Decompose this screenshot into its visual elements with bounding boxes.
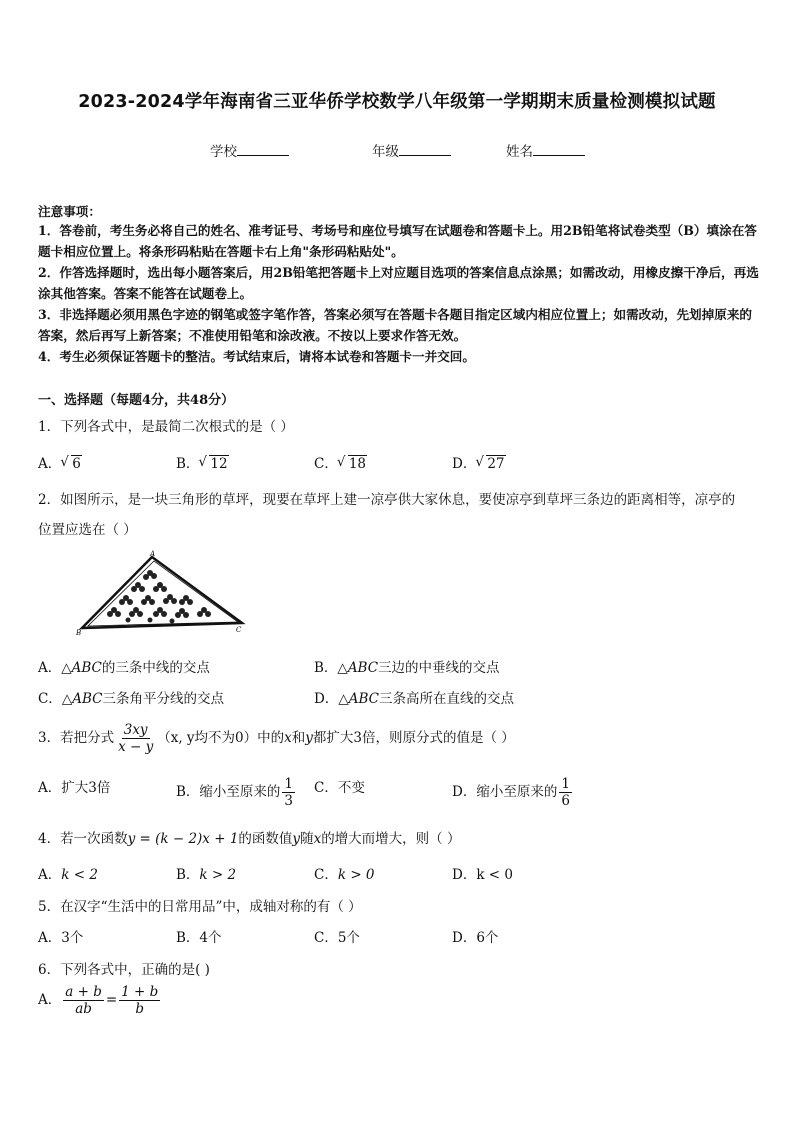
grade-label: 年级 [372, 144, 399, 160]
q5-option-b: B．4个 [176, 930, 222, 946]
note-item-1: 1．答卷前，考生务必将自己的姓名、准考证号、考场号和座位号填写在试题卷和答题卡上。用2B铅笔将试卷类型（B）填涂在答题卡相应位置上。将条形码粘贴在答题卡右上角"条形码粘贴处"。 [38, 223, 757, 259]
q2-option-a: A．△ABC的三条中线的交点 [38, 660, 210, 676]
q2-stem-line2: 位置应选在（ ） [38, 522, 137, 538]
q1-option-d: D．√ 27 [452, 452, 506, 472]
q2-stem-line1: 2．如图所示，是一块三角形的草坪，现要在草坪上建一凉亭供大家休息，要使凉亭到草坪三条边的距离相等，凉亭的 [38, 492, 736, 508]
q1-option-c: C．√ 18 [314, 452, 367, 472]
q3-stem: 3．若把分式 $\frac{3xy}{x - y}$ （x, y均不为0）中的x和y都扩大3倍，则原分式的值是（ ） [38, 722, 515, 755]
vertex-label-b: B [76, 629, 82, 637]
q2-option-d: D．△ABC三条高所在直线的交点 [314, 691, 514, 707]
triangle-lawn-figure [72, 548, 252, 638]
note-item-4: 4．考生必须保证答题卡的整洁。考试结束后，请将本试卷和答题卡一并交回。 [38, 349, 475, 364]
q4-stem: 4．若一次函数y = (k − 2)x + 1的函数值y随x的增大而增大，则（ ） [38, 831, 461, 847]
q4-option-a: A．k < 2 [38, 867, 98, 883]
q3-option-c: C．不变 [314, 780, 365, 796]
q3-option-a: A．扩大3倍 [38, 780, 111, 796]
q5-option-d: D．6个 [452, 930, 499, 946]
q1-option-a: A．√ 6 [38, 452, 82, 472]
school-field [210, 140, 289, 160]
note-item-2: 2．作答选择题时，选出每小题答案后，用2B铅笔把答题卡上对应题目选项的答案信息点涂黑；如需改动，用橡皮擦干净后，再选涂其他答案。答案不能答在试题卷上。 [38, 265, 759, 301]
q5-option-a: A．3个 [38, 930, 84, 946]
q2-option-c: C．△ABC三条角平分线的交点 [38, 691, 224, 707]
vertex-label-a: A [150, 550, 156, 558]
q1-stem: 1．下列各式中，是最简二次根式的是（ ） [38, 419, 294, 435]
grade-field [372, 140, 451, 160]
q6-option-a: A． $\frac{a + b}{ab}$ = $\frac{1 + b}{b}$ [38, 984, 159, 1017]
q4-option-b: B．k > 2 [176, 867, 237, 883]
q3-option-d: D．缩小至原来的 $\frac{1}{6}$ [452, 776, 570, 809]
q5-option-c: C．5个 [314, 930, 360, 946]
section-heading: 一、选择题（每题4分，共48分） [38, 393, 235, 408]
name-field [506, 140, 585, 160]
grass-pattern [107, 570, 211, 624]
vertex-label-c: C [236, 626, 242, 634]
page-title: 2023-2024学年海南省三亚华侨学校数学八年级第一学期期末质量检测模拟试题 [78, 92, 716, 112]
name-label: 姓名 [506, 144, 533, 160]
name-blank [533, 143, 585, 156]
school-blank [237, 143, 289, 156]
q6-stem: 6．下列各式中，正确的是( ) [38, 962, 210, 978]
q4-option-d: D．k < 0 [452, 867, 513, 883]
q2-option-b: B．△ABC三边的中垂线的交点 [314, 660, 500, 676]
school-label: 学校 [210, 144, 237, 160]
q5-stem: 5．在汉字“生活中的日常用品”中，成轴对称的有（ ） [38, 899, 362, 915]
q3-fraction: $\frac{3xy}{x - y}$ [118, 722, 154, 755]
grade-blank [399, 143, 451, 156]
notes-header: 注意事项： [38, 204, 101, 219]
note-item-3: 3．非选择题必须用黑色字迹的钢笔或签字笔作答，答案必须写在答题卡各题目指定区域内相应位置上；如需改动，先划掉原来的答案，然后再写上新答案；不准使用铅笔和涂改液。不按以上要求作答无效。 [38, 307, 753, 343]
q4-option-c: C．k > 0 [314, 867, 375, 883]
q1-option-b: B．√ 12 [176, 452, 229, 472]
q3-option-b: B．缩小至原来的 $\frac{1}{3}$ [176, 776, 294, 809]
